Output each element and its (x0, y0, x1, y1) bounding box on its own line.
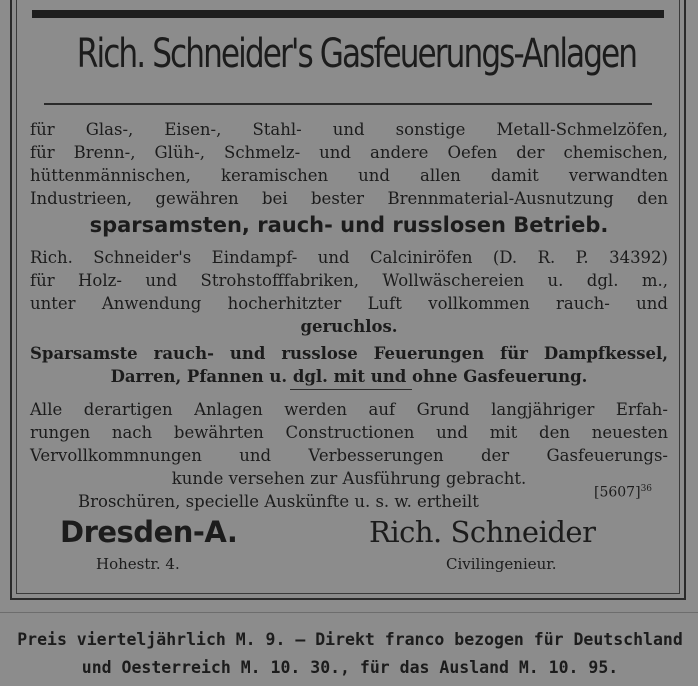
para4-line2: rungen nach bewährten Constructionen und mit den neuesten (30, 423, 668, 442)
para2-line1: Rich. Schneider's Eindampf- und Calciniröfen (D. R. P. 34392) (30, 248, 668, 267)
advertiser-profession: Civilingenieur. (446, 555, 557, 573)
para4-line4: kunde versehen zur Ausführung gebracht. (171, 469, 527, 488)
para2-line2: für Holz- und Strohstofffabriken, Wollwäschereien u. dgl. m., (30, 271, 668, 290)
ad-title: Rich. Schneider's Gasfeuerungs-Anlagen (76, 31, 637, 77)
para4-line1: Alle derartigen Anlagen werden auf Grund langjähriger Erfah- (30, 400, 668, 419)
subscription-line2: und Oesterreich M. 10. 30., für das Ausland M. 10. 95. (81, 658, 619, 677)
para1-emphasis: sparsamsten, rauch- und russlosen Betrieb. (89, 213, 609, 237)
para2-line3: unter Anwendung hocherhitzter Luft vollkommen rauch- und (30, 294, 668, 313)
para1-line2: für Brenn-, Glüh-, Schmelz- und andere Oefen der chemischen, (30, 143, 668, 162)
page-divider (0, 612, 698, 613)
reference-superscript: 36 (640, 484, 653, 494)
street-address: Hohestr. 4. (96, 555, 180, 573)
section-rule (290, 389, 412, 390)
title-underline (44, 103, 652, 105)
top-rule (32, 10, 664, 18)
para3-line2: Darren, Pfannen u. dgl. mit und ohne Gasfeuerung. (110, 367, 588, 386)
advertiser-name: Rich. Schneider (369, 515, 596, 549)
para2-line4: geruchlos. (300, 317, 398, 336)
subscription-line1: Preis vierteljährlich M. 9. — Direkt franco bezogen für Deutschland (17, 630, 683, 649)
brochure-note: Broschüren, specielle Auskünfte u. s. w. ertheilt (78, 492, 479, 511)
para3-line1: Sparsamste rauch- und russlose Feuerungen für Dampfkessel, (30, 344, 668, 363)
reference-number: [5607] (594, 484, 641, 501)
para4-line3: Vervollkommnungen und Verbesserungen der Gasfeuerungs- (30, 446, 668, 465)
para1-line1: für Glas-, Eisen-, Stahl- und sonstige Metall-Schmelzöfen, (30, 120, 668, 139)
para1-line4: Industrieen, gewähren bei bester Brennmaterial-Ausnutzung den (30, 189, 668, 208)
para1-line3: hüttenmännischen, keramischen und allen damit verwandten (30, 166, 668, 185)
city-name: Dresden-A. (60, 515, 238, 549)
reference-code (594, 484, 652, 501)
